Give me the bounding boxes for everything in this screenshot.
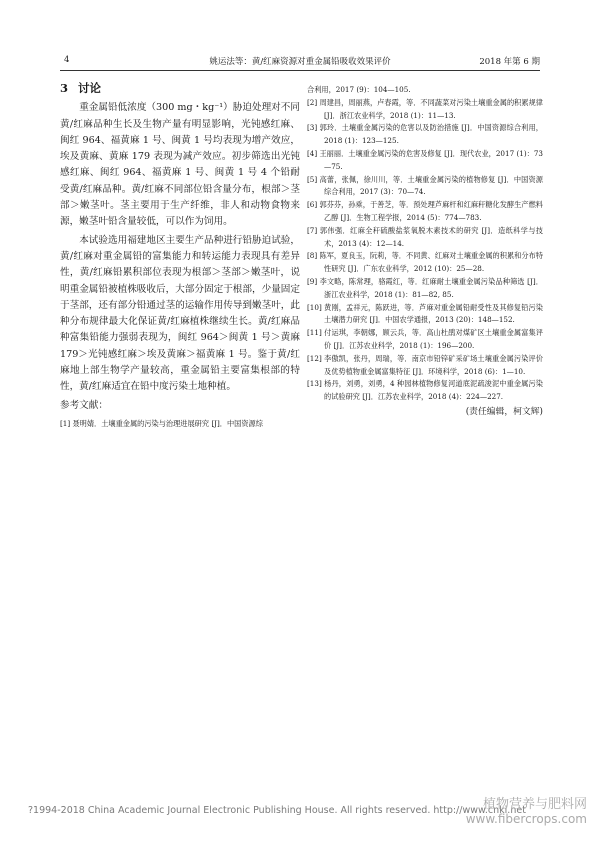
reference-item: [2] 周建昌，周丽燕，卢春霞，等．不同蔬菜对污染土壤重金属的积累规律 [J]．浙江农业科学，2018 (1)：11—13.: [307, 97, 543, 120]
reference-item: 合利用，2017 (9)：104—105.: [307, 85, 411, 94]
reference-item: [10] 黄刚，孟祥元，陈跃进，等．芦麻对重金属铅耐受性及其修复铅污染土壤潜力研究 [J]．中国农学通报，2013 (20)：148—152.: [307, 302, 543, 325]
section-title: 讨论: [78, 81, 102, 95]
reference-item: [7] 郭伟强．红麻全秆硫酸盐浆氧脱木素技术的研究 [J]．造纸科学与技术，2013 (4)：12—14.: [307, 225, 543, 248]
references-heading: 参考文献：: [60, 399, 108, 411]
body-paragraph-1: 重金属铅低浓度（300 mg・kg⁻¹）胁迫处理对不同黄/红麻品种生长及生物产量有明显影响，光钝感红麻、闽红 964、福黄麻 1 号、闽黄 1 号均表现为增产效应，埃及黄麻、黄麻 179 表现为减产效应。初步筛选出光钝感红麻、闽红 964、福黄麻 1 号、闽黄 1 号 4 个铅耐受黄/红麻品种。黄/红麻不同部位铅含量分布，根部＞茎部＞嫩茎叶。茎主要用于生产纤维，非人和动物食物来源，嫩茎叶铅含量较低，可以作为饲用。: [60, 102, 300, 228]
running-header: [60, 52, 540, 68]
reference-item: [3] 郭玲．土壤重金属污染的危害以及防治措施 [J]．中国资源综合利用，2018 (1)：123—125.: [307, 123, 543, 146]
reference-item: [12] 李傲凯，张丹，周瑞，等．南京市铅锌矿采矿场土壤重金属污染评价及优势植物重金属富集特征 [J]．环境科学，2018 (6)：1—10.: [307, 353, 543, 376]
section-number: 3: [60, 81, 69, 95]
issue-label: 2018 年第 6 期: [479, 57, 540, 67]
body-paragraph-2: 本试验选用福建地区主要生产品种进行铅胁迫试验，黄/红麻对重金属铅的富集能力和转运能力表现具有差异性，黄/红麻铅累积部位表现为根部＞茎部＞嫩茎叶，说明重金属铅被植株吸收后，大部分固定于根部，少量固定于茎部，还有部分铅通过茎的运输作用传导到嫩茎叶，此种分布规律最大化保证黄/红麻植株继续生长。黄/红麻品种富集铅能力强弱表现为，闽红 964＞闽黄 1 号＞黄麻 179＞光钝感红麻＞埃及黄麻＞福黄麻 1 号。鉴于黄/红麻地上部生物学产量较高，重金属铅主要富集根部的特性，黄/红麻适宜在铅中度污染土地种植。: [60, 234, 300, 393]
reference-item: [9] 李文略，陈常理，骆霞红，等．红麻耐土壤重金属污染品种筛选 [J]．浙江农业科学，2018 (1)：81—82, 85.: [307, 276, 543, 299]
reference-item: [8] 陈军，夏良玉，阮莉，等．不同黄、红麻对土壤重金属的积累和分布特性研究 [J]．广东农业科学，2012 (10)：25—28.: [307, 251, 543, 274]
watermark-text: 植物营养与肥料网: [482, 797, 587, 812]
watermark-url: www.fibercrops.com: [465, 812, 587, 826]
right-column-references: [307, 84, 543, 419]
reference-item: [4] 王丽丽．土壤重金属污染的危害及修复 [J]．现代农业，2017 (1)：73—75.: [307, 148, 543, 171]
watermark: [466, 793, 587, 826]
reference-item: [11] 付运琪，李朝娜，顾云兵，等．高山杜鹃对煤矿区土壤重金属富集评价 [J]．江苏农业科学，2018 (1)：196—200.: [307, 328, 543, 350]
left-column: [60, 80, 300, 429]
reference-item: [13] 杨丹，刘勇，刘勇，4 种园林植物修复河道底泥疏浚泥中重金属污染的试验研究 [J]．江苏农业科学，2018 (4)：224—227.: [307, 379, 543, 402]
copyright-line: ?1994-2018 China Academic Journal Electronic Publishing House. All rights reserved. http://www.cnki.net: [28, 805, 526, 816]
reference-item: [6] 郭芬芬，孙乘，于善芝，等．预处理芦麻杆和红麻秆糖化发酵生产燃料乙醇 [J]．生物工程学报，2014 (5)：774—783.: [307, 200, 543, 222]
section-heading: [60, 80, 300, 96]
reference-item: [1] 聂明婧．土壤重金属的污染与治理进展研究 [J]．中国资源综: [60, 418, 263, 428]
editor-note: (责任编辑，柯文辉): [465, 406, 543, 417]
header-rule: [60, 70, 540, 71]
running-title: 姚运法等：黄/红麻资源对重金属铅吸收效果评价: [209, 57, 391, 67]
reference-item: [5] 高蕾，张佩，徐川川，等．土壤重金属污染的植物修复 [J]．中国资源综合利用，2017 (3)：70—74.: [307, 174, 543, 197]
page-number: 4: [64, 55, 70, 65]
